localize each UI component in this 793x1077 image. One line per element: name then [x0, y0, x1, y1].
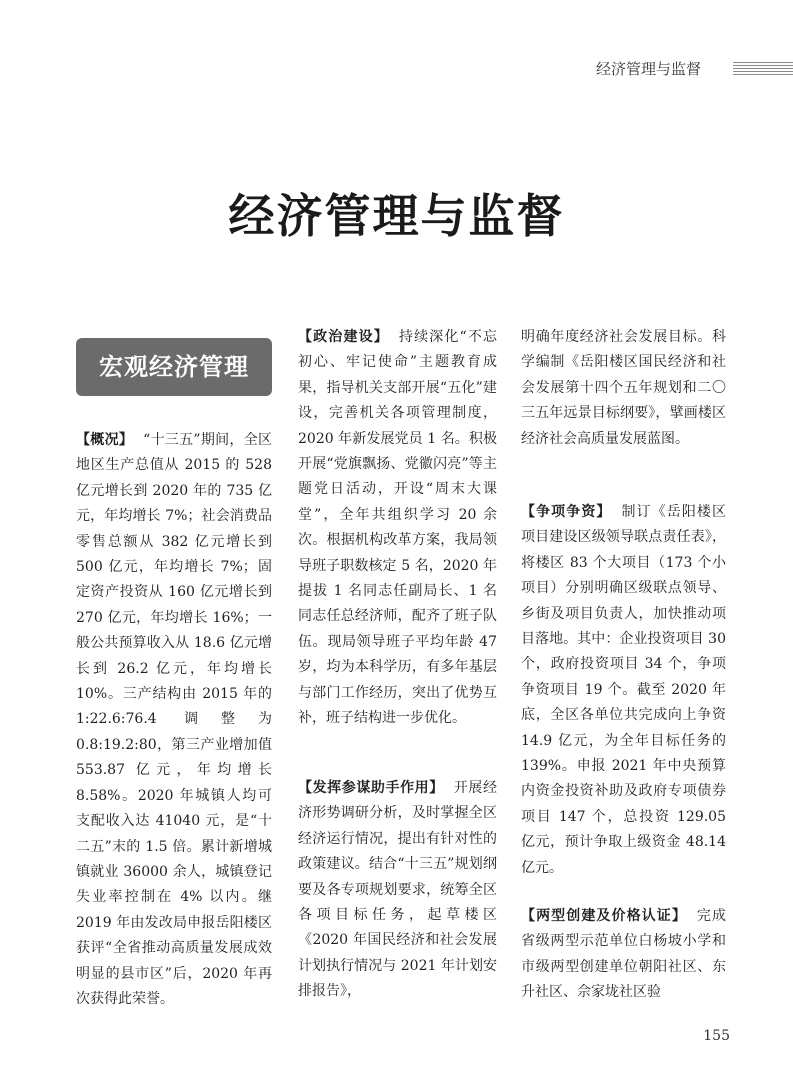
page-title: 经济管理与监督: [228, 189, 565, 243]
paragraph-advisory-role: [298, 776, 497, 1005]
running-header-title: 经济管理与监督: [596, 60, 702, 78]
paragraph-two-type-creation: [521, 904, 726, 1006]
paragraph-text: 持续深化“不忘初心、牢记使命”主题教育成果，指导机关支部开展“五化”建设，完善机关各项管理制度，2020 年新发展党员 1 名。积极开展“党旗飘扬、党徽闪亮”等主题党日活动，开设“周末大课堂”，全年共组织学习 20 余次。根据机构改革方案，我局领导班子职数核定 5 名，2020 年提拔 1 名同志任副局长、1 名同志任总经济师，配齐了班子队伍。现局领导班子平均年龄 47 岁，均为本科学历，有多年基层与部门工作经历，突出了优势互补，班子结构进一步优化。: [298, 329, 497, 727]
paragraph-project-funding: [521, 500, 726, 881]
paragraph-tag: 【发挥参谋助手作用】: [298, 780, 444, 796]
paragraph-text: 明确年度经济社会发展目标。科学编制《岳阳楼区国民经济和社会发展第十四个五年规划和二〇三五年远景目标纲要》，擘画楼区经济社会高质量发展蓝图。: [521, 329, 726, 447]
paragraph-tag: 【政治建设】: [298, 329, 389, 345]
paragraph-advisory-continued: [521, 325, 726, 452]
paragraph-tag: 【争项争资】: [521, 504, 612, 520]
paragraph-text: 制订《岳阳楼区项目建设区级领导联点责任表》，将楼区 83 个大项目（173 个小项目）分别明确区级联点领导、乡街及项目负责人，加快推动项目落地。其中：企业投资项目 30 个，政府投资项目 34 个，争项争资项目 19 个。截至 2020 年底，全区各单位共完成向上争资 14.9 亿元，为全年目标任务的 139%。申报 2021 年中央预算内资金投资补助及政府专项债券项目 147 个，总投资 129.05 亿元，预计争取上级资金 48.14 亿元。: [521, 504, 726, 876]
section-title-banner: 宏观经济管理: [76, 338, 272, 396]
header-decorative-rule: [733, 62, 793, 76]
paragraph-tag: 【两型创建及价格认证】: [521, 908, 687, 924]
paragraph-text: 完成省级两型示范单位白杨坡小学和市级两型创建单位朝阳社区、东升社区、佘家垅社区验: [521, 908, 727, 1001]
page-number: 155: [703, 1028, 730, 1044]
paragraph-political-building: [298, 325, 497, 732]
paragraph-text: “十三五”期间，全区地区生产总值从 2015 的 528 亿元增长到 2020 年的 735 亿元，年均增长 7%；社会消费品零售总额从 382 亿元增长到 500 亿元，年均增长 7%；固定资产投资从 160 亿元增长到 270 亿元，年均增长 16%；一般公共预算收入从 18.6 亿元增长到 26.2 亿元，年均增长 10%。三产结构由 2015 年的 1:22.6:76.4 调整为 0.8:19.2:80，第三产业增加值 553.87 亿元，年均增长 8.58%。2020 年城镇人均可支配收入达 41040 元，是“十二五”末的 1.5 倍。累计新增城镇就业 36000 余人，城镇登记失业率控制在 4% 以内。继 2019 年由发改局申报岳阳楼区获评“全省推动高质量发展成效明显的县市区”后，2020 年再次获得此荣誉。: [76, 432, 272, 1007]
paragraph-text: 开展经济形势调研分析，及时掌握全区经济运行情况，提出有针对性的政策建议。结合“十三五”规划纲要及各专项规划要求，统筹全区各项目标任务，起草楼区《2020 年国民经济和社会发展计划执行情况与 2021 年计划安排报告》，: [298, 780, 498, 1000]
paragraph-overview: [76, 428, 272, 1012]
paragraph-tag: 【概况】: [76, 432, 134, 448]
